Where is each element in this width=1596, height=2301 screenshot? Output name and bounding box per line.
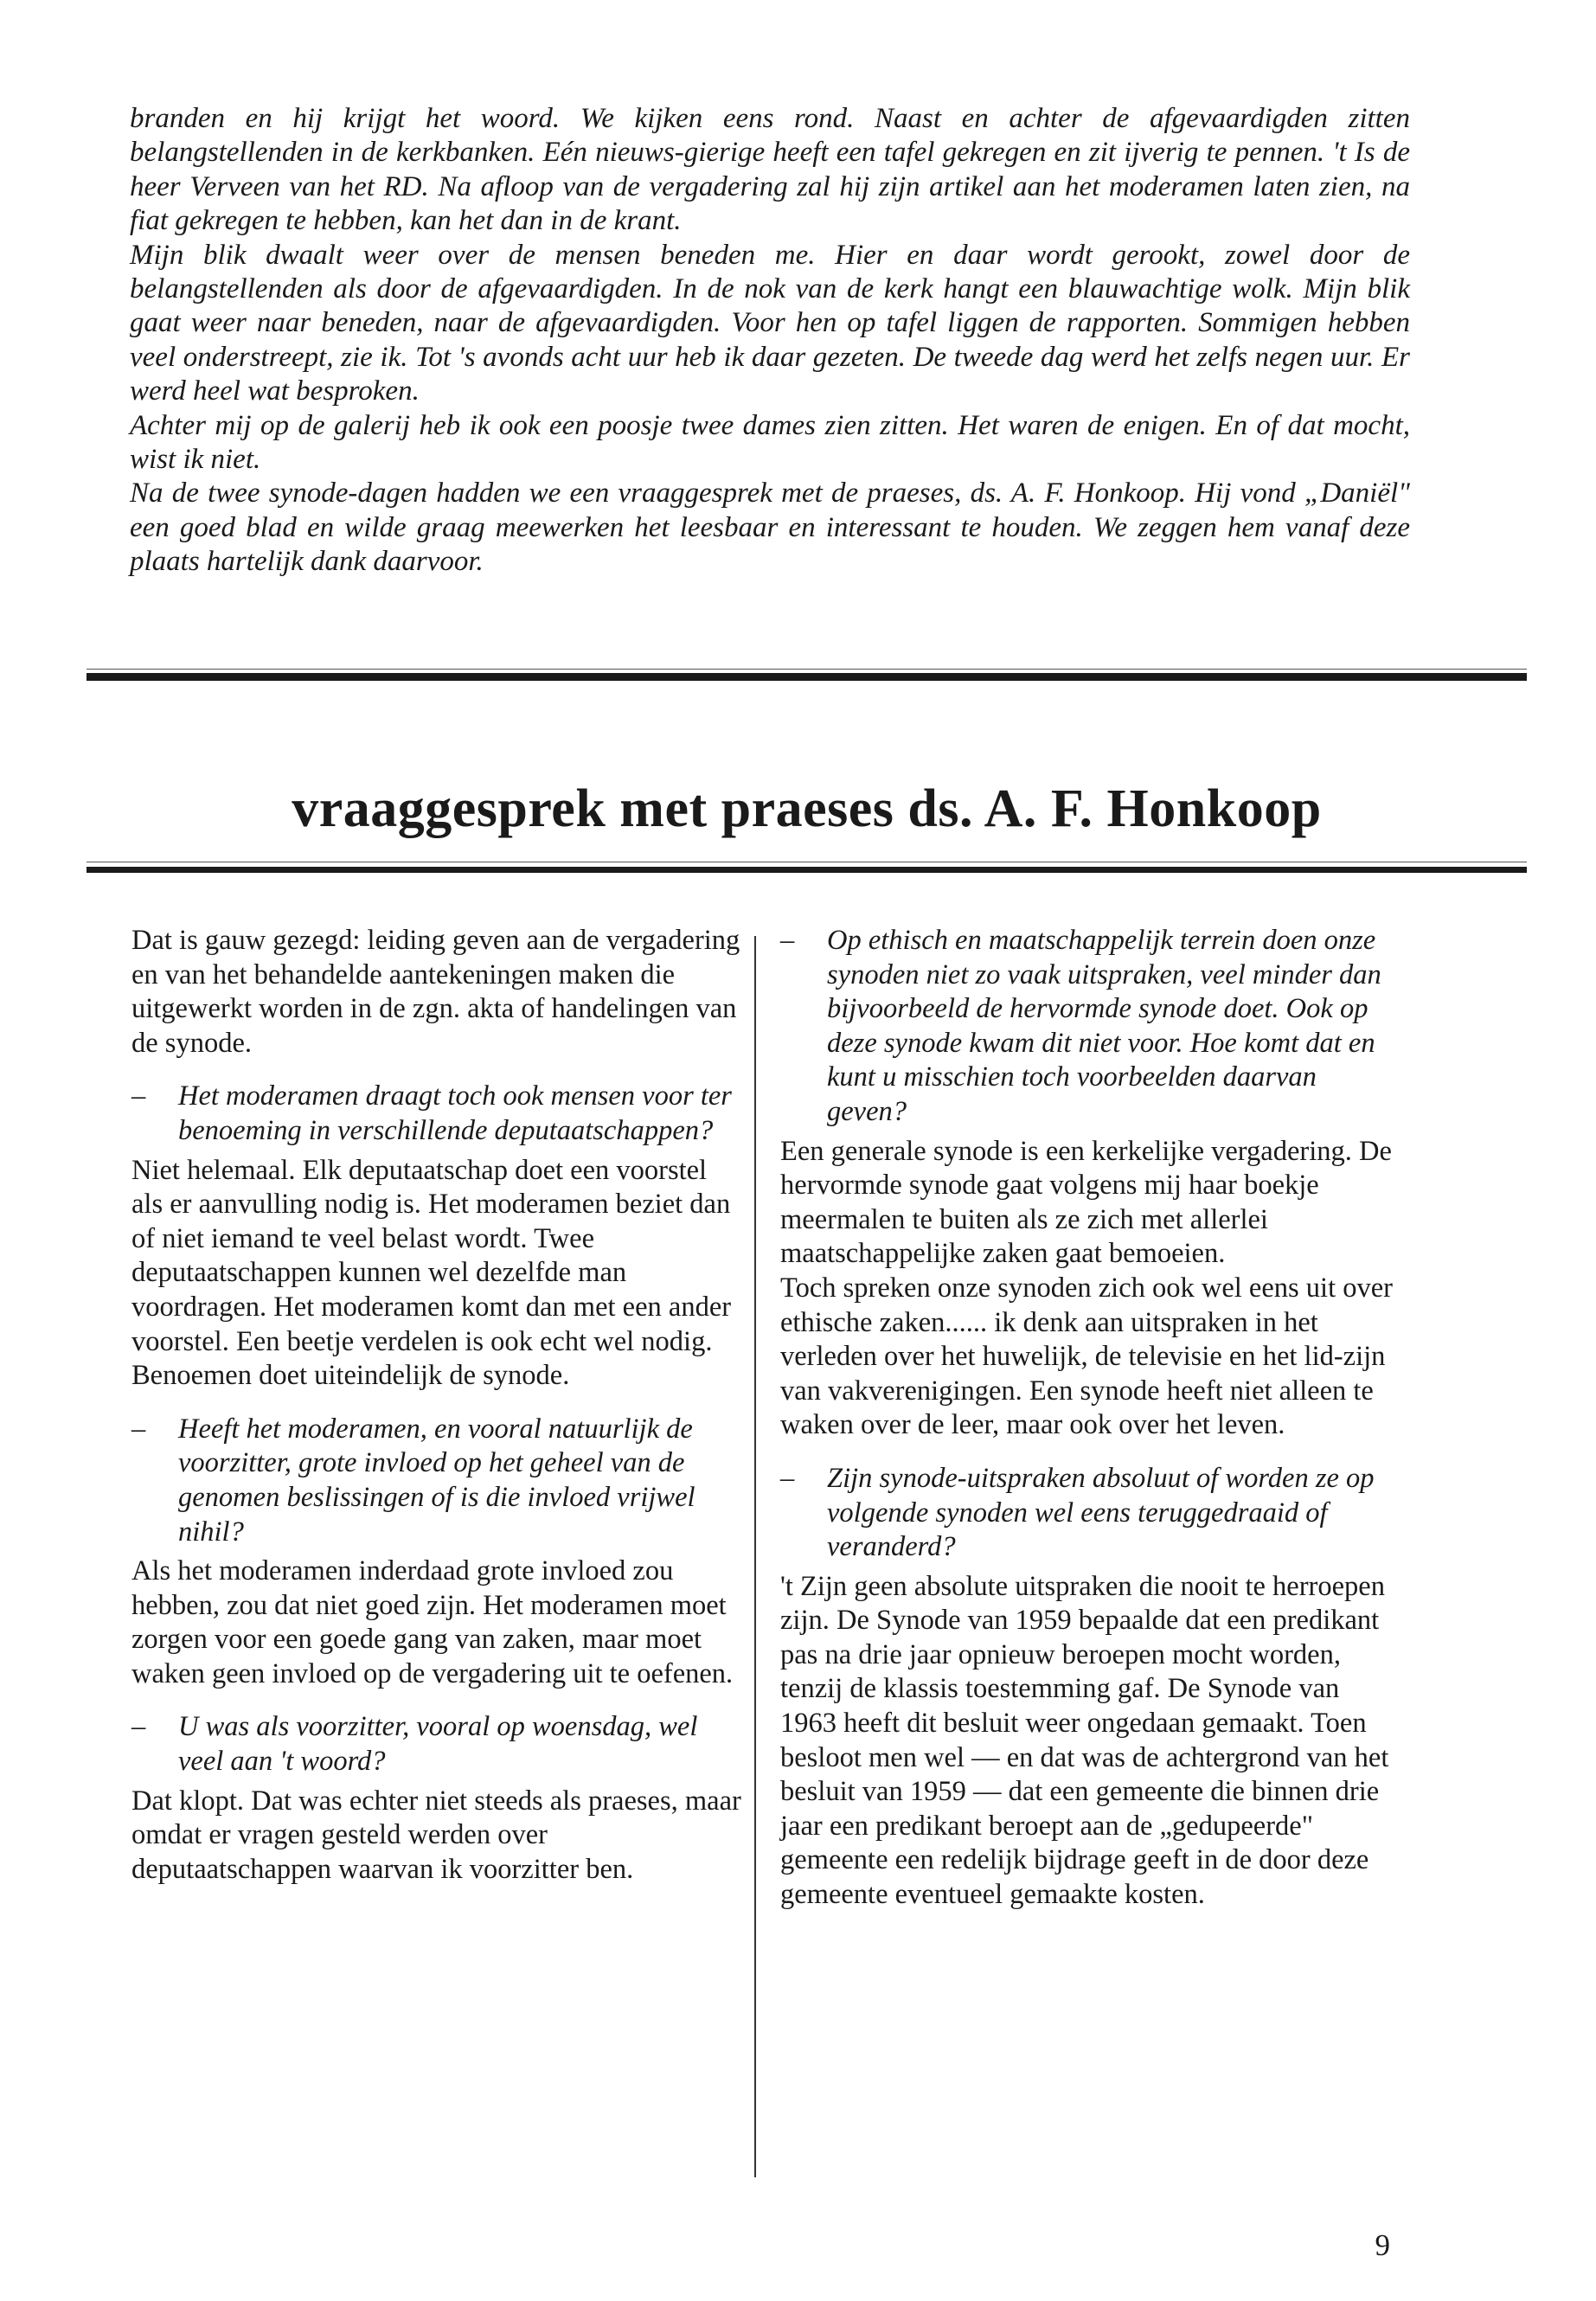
answer-text: Toch spreken onze synoden zich ook wel eens uit over ethische zaken...... ik denk aan uitspraken in het verleden over het huwelijk, de televisie en het lid-zijn van vakverenigingen. Een synode heeft niet alleen te waken over de leer, maar ook over het leven. [780, 1272, 1393, 1441]
article-title: vraaggesprek met praeses ds. A. F. Honkoop [292, 779, 1322, 838]
answer-text: Een generale synode is een kerkelijke vergadering. De hervormde synode gaat volgens mij haar boekje meermalen te buiten als ze zich met allerlei maatschappelijke zaken gaat bemoeien. [780, 1135, 1392, 1270]
question-body: Zijn synode-uitspraken absoluut of worden ze op volgende synoden wel eens teruggedraaid of veranderd? [827, 1462, 1375, 1563]
question-body: U was als voorzitter, vooral op woensdag, wel veel aan 't woord? [178, 1711, 698, 1778]
question-body: Het moderamen draagt toch ook mensen voor ter benoeming in verschillende deputaatschappen? [178, 1080, 732, 1146]
answer-text: Dat is gauw gezegd: leiding geven aan de vergadering en van het behandelde aantekeningen maken die uitgewerkt worden in de zgn. akta of handelingen van de synode. [131, 925, 740, 1059]
question-body: Heeft het moderamen, en vooral natuurlijk de voorzitter, grote invloed op het geheel van de genomen beslissingen of is die invloed vrijwel nihil? [178, 1413, 695, 1548]
left-column [131, 924, 741, 1887]
right-column [780, 924, 1394, 1913]
page-number: 9 [1375, 2228, 1390, 2262]
question-text [131, 1413, 741, 1549]
question-text [780, 1462, 1394, 1565]
top-rule-hairline [87, 669, 1527, 670]
question-body: Op ethisch en maatschappelijk terrein doen onze synoden niet zo vaak uitspraken, veel minder dan bijvoorbeeld de hervormde synode doet. Ook op deze synode kwam dit niet voor. Hoe komt dat en kunt u misschien toch voorbeelden daarvan geven? [827, 925, 1381, 1127]
question-dash: – [780, 925, 795, 956]
intro-paragraph: Mijn blik dwaalt weer over de mensen beneden me. Hier en daar wordt gerookt, zowel door de belangstellenden als door de afgevaardigden. In de nok van de kerk hangt een blauwachtige wolk. Mijn blik gaat weer naar beneden, naar de afgevaardigden. Voor hen op tafel liggen de rapporten. Sommigen hebben veel onderstreept, zie ik. Tot 's avonds acht uur heb ik daar gezeten. De tweede dag werd het zelfs negen uur. Er werd heel wat besproken. [130, 239, 1410, 407]
answer-text: 't Zijn geen absolute uitspraken die nooit te herroepen zijn. De Synode van 1959 bepaalde dat een predikant pas na drie jaar opnieuw beroepen mocht worden, tenzij de klassis toestemming gaf. De Synode van 1963 heeft dit besluit weer ongedaan gemaakt. Toen besloot men wel — en dat was de achtergrond van het besluit van 1959 — dat een gemeente die binnen drie jaar een predikant beroept aan de „gedupeerde" gemeente een redelijk bijdrage geeft in de door deze gemeente eventueel gemaakte kosten. [780, 1570, 1389, 1911]
question-dash: – [131, 1080, 146, 1112]
top-rule [87, 673, 1527, 681]
column-divider [754, 936, 756, 2177]
answer-text: Dat klopt. Dat was echter niet steeds als praeses, maar omdat er vragen gesteld werden over deputaatschappen waarvan ik voorzitter ben. [131, 1785, 741, 1885]
question-dash: – [131, 1711, 146, 1743]
intro-paragraph: Achter mij op de galerij heb ik ook een poosje twee dames zien zitten. Het waren de enigen. En of dat mocht, wist ik niet. [130, 409, 1410, 476]
question-text [131, 1080, 741, 1148]
intro-paragraph: Na de twee synode-dagen hadden we een vraaggesprek met de praeses, ds. A. F. Honkoop. Hij vond „Daniël" een goed blad en wilde graag meewerken het leesbaar en interessant te houden. We zeggen hem vanaf deze plaats hartelijk dank daarvoor. [130, 478, 1410, 578]
intro-text [130, 102, 1410, 580]
question-text [131, 1710, 741, 1779]
bottom-rule [87, 867, 1527, 873]
question-dash: – [780, 1462, 795, 1494]
answer-text: Niet helemaal. Elk deputaatschap doet een voorstel als er aanvulling nodig is. Het moderamen beziet dan of niet iemand te veel belast wordt. Twee deputaatschappen kunnen wel dezelfde man voordragen. Het moderamen komt dan met een ander voorstel. Een beetje verdelen is ook echt wel nodig. Benoemen doet uiteindelijk de synode. [131, 1154, 732, 1392]
answer-text: Als het moderamen inderdaad grote invloed zou hebben, zou dat niet goed zijn. Het moderamen moet zorgen voor een goede gang van zaken, maar moet waken geen invloed op de vergadering uit te oefenen. [131, 1555, 734, 1689]
intro-paragraph: branden en hij krijgt het woord. We kijken eens rond. Naast en achter de afgevaardigden zitten belangstellenden in de kerkbanken. Eén nieuws-gierige heeft een tafel gekregen en zit ijverig te pennen. 't Is de heer Verveen van het RD. Na afloop van de vergadering zal hij zijn artikel aan het moderamen laten zien, na fiat gekregen te hebben, kan het dan in de krant. [130, 103, 1410, 237]
question-text [780, 924, 1394, 1130]
question-dash: – [131, 1413, 146, 1445]
